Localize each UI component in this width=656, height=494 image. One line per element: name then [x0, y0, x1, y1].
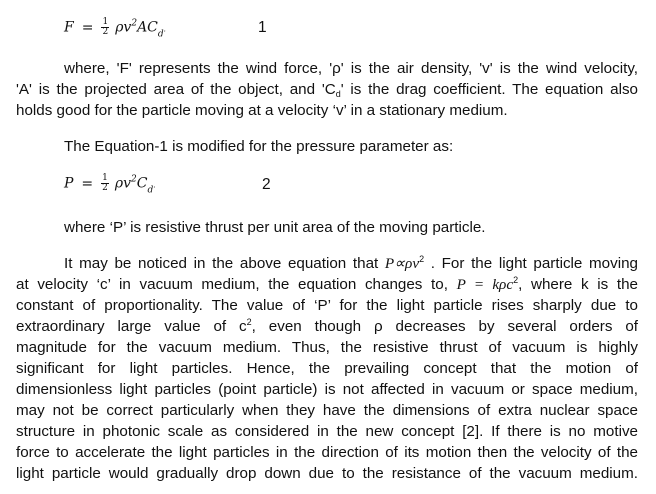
equation-2-number: 2 — [262, 176, 271, 193]
para1-line2a: 'A' is the projected area of the object, and 'C — [16, 81, 336, 98]
para4-l1a: It may be noticed in the above equation that — [64, 255, 385, 272]
para4-l2a: at velocity ‘c’ in vacuum medium, the equation changes to, — [16, 276, 457, 293]
para4-line10: force to accelerate the light particles in the direction of its motion then the velocity of the — [16, 444, 638, 461]
para4-l2-sup: 2 — [513, 275, 519, 285]
para4-l4b: , even though ρ decreases by several orders of — [251, 318, 638, 335]
eq1-frac-num: 1 — [102, 17, 109, 27]
eq2-lhs: P — [64, 175, 74, 192]
para4-line6: significant for light particles. Hence, the prevailing concept that the motion of — [16, 360, 638, 377]
para4-line3: constant of proportionality. The value of ‘P’ for the light particle rises sharply due to — [16, 297, 638, 314]
para4-l2-math: P = kρc — [456, 276, 514, 293]
para4-line11: light particle would gradually drop down due to the resistance of the vacuum medium. — [16, 465, 638, 482]
eq2-fraction — [101, 174, 109, 193]
eq2-rhs-main: ρv — [114, 175, 132, 192]
eq2-rhs-sup: 2 — [131, 174, 137, 185]
equation-1 — [64, 18, 166, 40]
equation-2 — [64, 174, 155, 196]
para3: where ‘P’ is resistive thrust per unit area of the moving particle. — [64, 219, 486, 236]
para1-line3: holds good for the particle moving at a velocity ‘v’ in a stationary medium. — [16, 102, 508, 119]
para4-l1-math: P∝ρv — [384, 255, 420, 272]
eq1-rhs-dot: · — [163, 27, 166, 36]
eq2-rhs-tail: C — [136, 175, 148, 192]
eq1-lhs: F — [64, 19, 74, 36]
para1-line2b: ' is the drag coefficient. The equation also — [340, 81, 638, 98]
eq2-rhs-dot: · — [153, 183, 156, 192]
eq1-rhs-tail: AC — [137, 19, 158, 36]
para4-l2b: , where k is the — [518, 276, 638, 293]
eq2-frac-den: 2 — [102, 183, 108, 193]
eq1-rhs-sup: 2 — [131, 18, 138, 29]
para4-l1-sup: 2 — [419, 254, 425, 264]
eq1-fraction — [101, 18, 109, 37]
eq2-rhs-sub: d — [147, 185, 154, 196]
para4-line1 — [64, 253, 638, 274]
eq1-frac-den: 2 — [102, 27, 109, 37]
para4-line9: structure in photonic scale as considered in the new concept [2]. If there is no motive — [16, 423, 638, 440]
para4-line5: magnitude for the vacuum medium. Thus, the resistive thrust of vacuum is highly — [16, 339, 638, 356]
eq1-rhs-main: ρv — [115, 19, 132, 36]
para4-l4-sup: 2 — [246, 317, 252, 327]
para4-l4a: extraordinary large value of c — [16, 318, 247, 335]
para1-cd-sub: d — [335, 89, 341, 99]
para1-line1: where, 'F' represents the wind force, 'ρ' is the air density, 'v' is the wind velocity, — [64, 60, 638, 77]
para4-line4 — [16, 316, 638, 337]
para4-l1b: . For the light particle moving — [424, 255, 638, 272]
para4-line7: dimensionless light particles (point particle) is not affected in vacuum or space medium, — [16, 381, 638, 398]
equation-1-number: 1 — [258, 19, 267, 36]
para4-line2 — [16, 274, 638, 295]
eq2-equals: = — [81, 175, 94, 192]
eq2-frac-num: 1 — [102, 173, 108, 183]
para2: The Equation-1 is modified for the pressure parameter as: — [64, 138, 454, 155]
eq1-equals: = — [81, 19, 94, 36]
para4-line8: may not be correct particularly when they have the dimensions of extra nuclear space — [16, 402, 638, 419]
eq1-rhs-sub: d — [157, 29, 164, 40]
